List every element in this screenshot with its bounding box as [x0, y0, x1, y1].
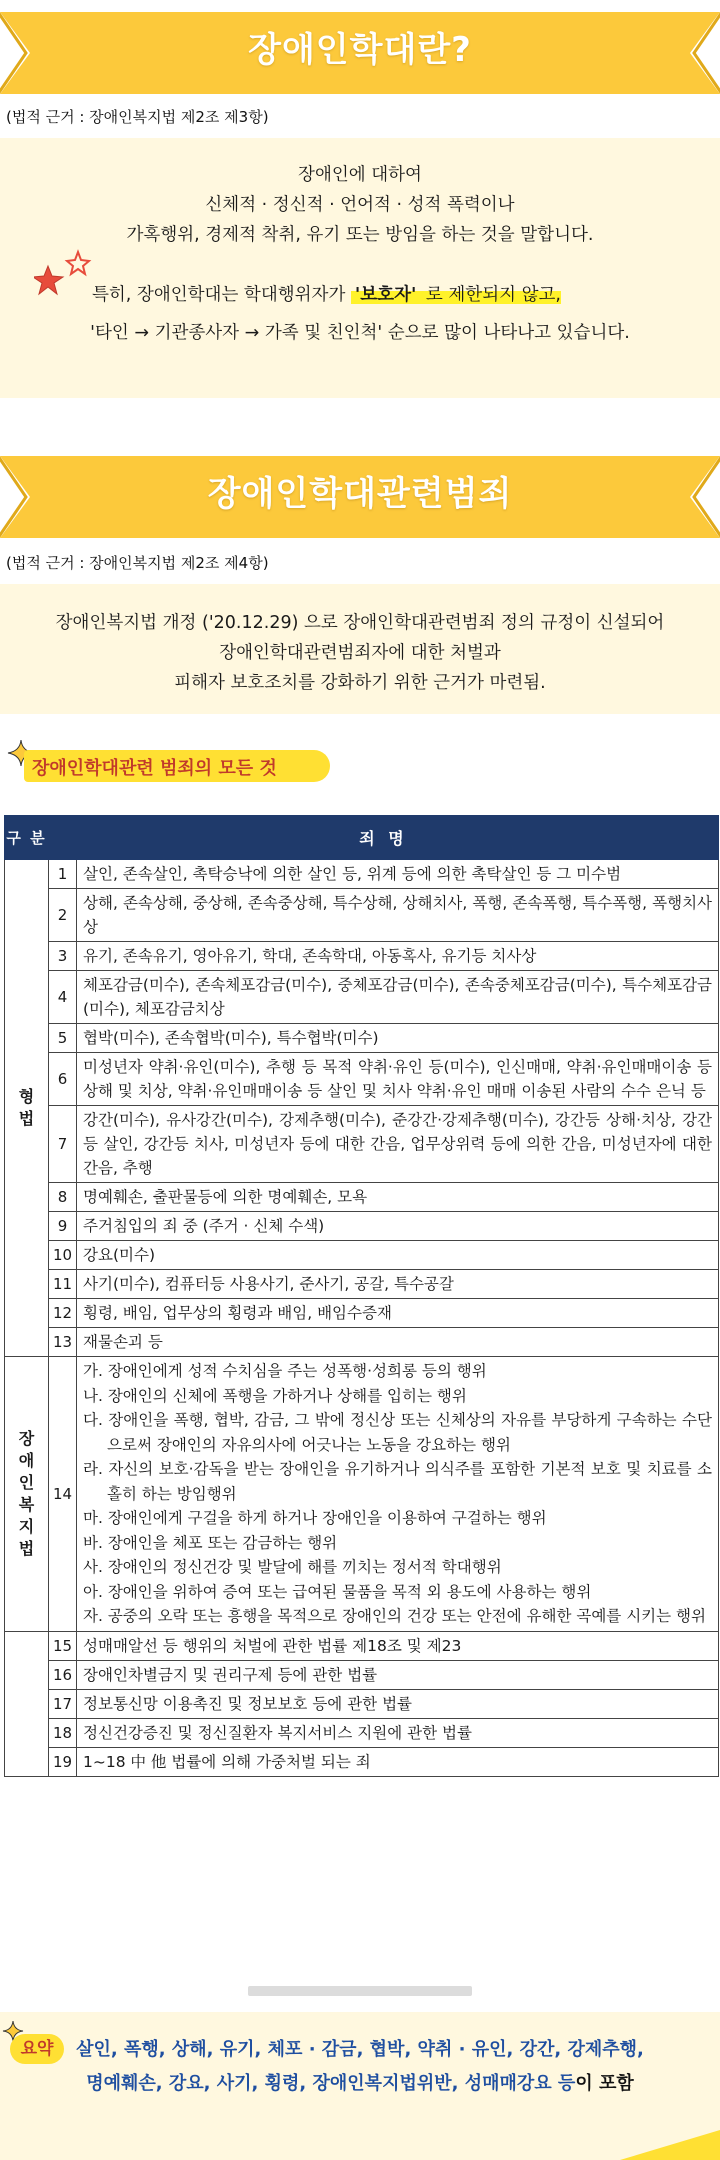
row-text: 체포감금(미수), 존속체포감금(미수), 중체포감금(미수), 존속중체포감금(미수), 특수체포감금(미수), 체포감금치상 [77, 971, 719, 1024]
section2-title: 장애인학대관련범죄 [207, 474, 513, 514]
summary-line-2-main: 명예훼손, 강요, 사기, 횡령, 장애인복지법위반, 성매매강요 등 [86, 2073, 576, 2094]
revision-box [0, 584, 720, 714]
all-crimes-label-text: 장애인학대관련 범죄의 모든 것 [32, 758, 277, 779]
table-row [5, 1241, 719, 1270]
table-row [5, 1718, 719, 1747]
crime-table [4, 815, 719, 1777]
row-number: 15 [49, 1631, 77, 1660]
banner-related-crimes [0, 452, 720, 542]
special-note-line-2: '타인 → 기관종사자 → 가족 및 친인척' 순으로 많이 나타나고 있습니다. [90, 323, 630, 343]
row-number: 13 [49, 1328, 77, 1357]
table-row [5, 1357, 719, 1632]
row-number: 8 [49, 1183, 77, 1212]
header-crime-name: 죄 명 [49, 816, 719, 860]
row-text: 강요(미수) [77, 1241, 719, 1270]
summary-badge: 요약 [10, 2034, 64, 2064]
section1-title: 장애인학대란? [248, 30, 472, 70]
table-row [5, 860, 719, 889]
row-number: 18 [49, 1718, 77, 1747]
special-note-line-1 [92, 280, 561, 310]
row-text: 미성년자 약취·유인(미수), 추행 등 목적 약취·유인 등(미수), 인신매매, 약취·유인매매이송 등 상해 및 치상, 약취·유인매매이송 등 살인 및 치사 약취·유인 매매 이송된 사람의 수수 은닉 등 [77, 1053, 719, 1106]
row-text: 성매매알선 등 행위의 처벌에 관한 법률 제18조 및 제23 [77, 1631, 719, 1660]
special-note-prefix: 특히, 장애인학대는 학대행위자가 [92, 285, 351, 305]
row-number: 2 [49, 889, 77, 942]
category-criminal-law: 형 법 [5, 860, 49, 1357]
table-row [5, 1299, 719, 1328]
row-number: 17 [49, 1689, 77, 1718]
legal-basis-1: (법적 근거 : 장애인복지법 제2조 제3항) [6, 108, 269, 126]
row-text-list [77, 1357, 719, 1632]
row-number: 4 [49, 971, 77, 1024]
horizontal-scrollbar[interactable] [248, 1986, 472, 1996]
category-disability-welfare-law: 장 애 인 복 지 법 [5, 1357, 49, 1632]
definition-box [0, 138, 720, 398]
list-item: 다. 장애인을 폭행, 협박, 감금, 그 밖에 정신상 또는 신체상의 자유를 부당하게 구속하는 수단으로써 장애인의 자유의사에 어긋나는 노동을 강요하는 행위 [83, 1411, 713, 1454]
row-number: 16 [49, 1660, 77, 1689]
list-item: 가. 장애인에게 성적 수치심을 주는 성폭행·성희롱 등의 행위 [83, 1362, 487, 1380]
banner-what-is-abuse [0, 8, 720, 98]
list-item: 라. 자신의 보호·감독을 받는 장애인을 유기하거나 의식주를 포함한 기본적 보호 및 치료를 소홀히 하는 방임행위 [83, 1460, 713, 1503]
table-row [5, 1106, 719, 1183]
row-text: 상해, 존속상해, 중상해, 존속중상해, 특수상해, 상해치사, 폭행, 존속폭행, 특수폭행, 폭행치사상 [77, 889, 719, 942]
list-item: 나. 장애인의 신체에 폭행을 가하거나 상해를 입히는 행위 [83, 1386, 467, 1405]
row-text: 횡령, 배임, 업무상의 횡령과 배임, 배임수증재 [77, 1299, 719, 1328]
table-row [5, 1328, 719, 1357]
list-item: 마. 장애인에게 구걸을 하게 하거나 장애인을 이용하여 구걸하는 행위 [83, 1509, 547, 1527]
row-number: 12 [49, 1299, 77, 1328]
table-row [5, 1660, 719, 1689]
table-row [5, 1024, 719, 1053]
table-row [5, 889, 719, 942]
row-text: 정신건강증진 및 정신질환자 복지서비스 지원에 관한 법률 [77, 1718, 719, 1747]
revision-line-2: 장애인학대관련범죄자에 대한 처벌과 [219, 643, 501, 663]
list-item: 자. 공중의 오락 또는 흥행을 목적으로 장애인의 건강 또는 안전에 유해한 곡예를 시키는 행위 [83, 1607, 706, 1625]
row-text: 재물손괴 등 [77, 1328, 719, 1357]
star-doodle-icon [34, 244, 94, 304]
table-row [5, 942, 719, 971]
table-row [5, 1270, 719, 1299]
revision-line-3: 피해자 보호조치를 강화하기 위한 근거가 마련됨. [174, 673, 546, 693]
row-number: 14 [49, 1357, 77, 1632]
table-header-row [5, 816, 719, 860]
list-item: 사. 장애인의 정신건강 및 발달에 해를 끼치는 정서적 학대행위 [83, 1558, 502, 1576]
header-category: 구 분 [5, 816, 49, 860]
guardian-highlight: '보호자' [351, 285, 420, 305]
row-number: 10 [49, 1241, 77, 1270]
row-number: 3 [49, 942, 77, 971]
table-row [5, 1053, 719, 1106]
row-number: 1 [49, 860, 77, 889]
row-text: 명예훼손, 출판물등에 의한 명예훼손, 모욕 [77, 1183, 719, 1212]
row-number: 6 [49, 1053, 77, 1106]
table-row [5, 1183, 719, 1212]
definition-line-3: 가혹행위, 경제적 착취, 유기 또는 방임을 하는 것을 말합니다. [126, 225, 594, 245]
summary-line-2-tail: 이 포함 [575, 2073, 634, 2094]
summary-line-1: 살인, 폭행, 상해, 유기, 체포 · 감금, 협박, 약취 · 유인, 강간, 강제추행, [76, 2039, 644, 2060]
category-other-laws [5, 1631, 49, 1776]
table-row [5, 1747, 719, 1776]
row-text: 1~18 中 他 법률에 의해 가중처벌 되는 죄 [77, 1747, 719, 1776]
row-text: 살인, 존속살인, 촉탁승낙에 의한 살인 등, 위계 등에 의한 촉탁살인 등 그 미수범 [77, 860, 719, 889]
definition-line-1: 장애인에 대하여 [298, 165, 422, 185]
row-text: 장애인차별금지 및 권리구제 등에 관한 법률 [77, 1660, 719, 1689]
special-note-tail: 로 제한되지 않고, [420, 285, 561, 305]
row-number: 19 [49, 1747, 77, 1776]
list-item: 아. 장애인을 위하여 증여 또는 급여된 물품을 목적 외 용도에 사용하는 행위 [83, 1582, 592, 1601]
list-item: 바. 장애인을 체포 또는 감금하는 행위 [83, 1533, 338, 1552]
row-number: 11 [49, 1270, 77, 1299]
row-text: 유기, 존속유기, 영아유기, 학대, 존속학대, 아동혹사, 유기등 치사상 [77, 942, 719, 971]
row-text: 정보통신망 이용촉진 및 정보보호 등에 관한 법률 [77, 1689, 719, 1718]
row-number: 9 [49, 1212, 77, 1241]
row-number: 7 [49, 1106, 77, 1183]
definition-line-2: 신체적 · 정신적 · 언어적 · 성적 폭력이나 [205, 195, 515, 215]
revision-line-1: 장애인복지법 개정 ('20.12.29) 으로 장애인학대관련범죄 정의 규정이 신설되어 [55, 613, 665, 633]
row-text: 사기(미수), 컴퓨터등 사용사기, 준사기, 공갈, 특수공갈 [77, 1270, 719, 1299]
legal-basis-2: (법적 근거 : 장애인복지법 제2조 제4항) [6, 554, 269, 572]
row-text: 주거침입의 죄 중 (주거 · 신체 수색) [77, 1212, 719, 1241]
row-text: 강간(미수), 유사강간(미수), 강제추행(미수), 준강간·강제추행(미수), 강간등 상해·치상, 강간등 살인, 강간등 치사, 미성년자 등에 대한 간음, 업무상위력 등에 의한 간음, 미성년자에 대한 간음, 추행 [77, 1106, 719, 1183]
table-row [5, 1689, 719, 1718]
row-text: 협박(미수), 존속협박(미수), 특수협박(미수) [77, 1024, 719, 1053]
table-row [5, 971, 719, 1024]
row-number: 5 [49, 1024, 77, 1053]
summary-line-2 [0, 2068, 720, 2100]
table-row [5, 1212, 719, 1241]
corner-decoration [600, 2130, 720, 2160]
table-row [5, 1631, 719, 1660]
